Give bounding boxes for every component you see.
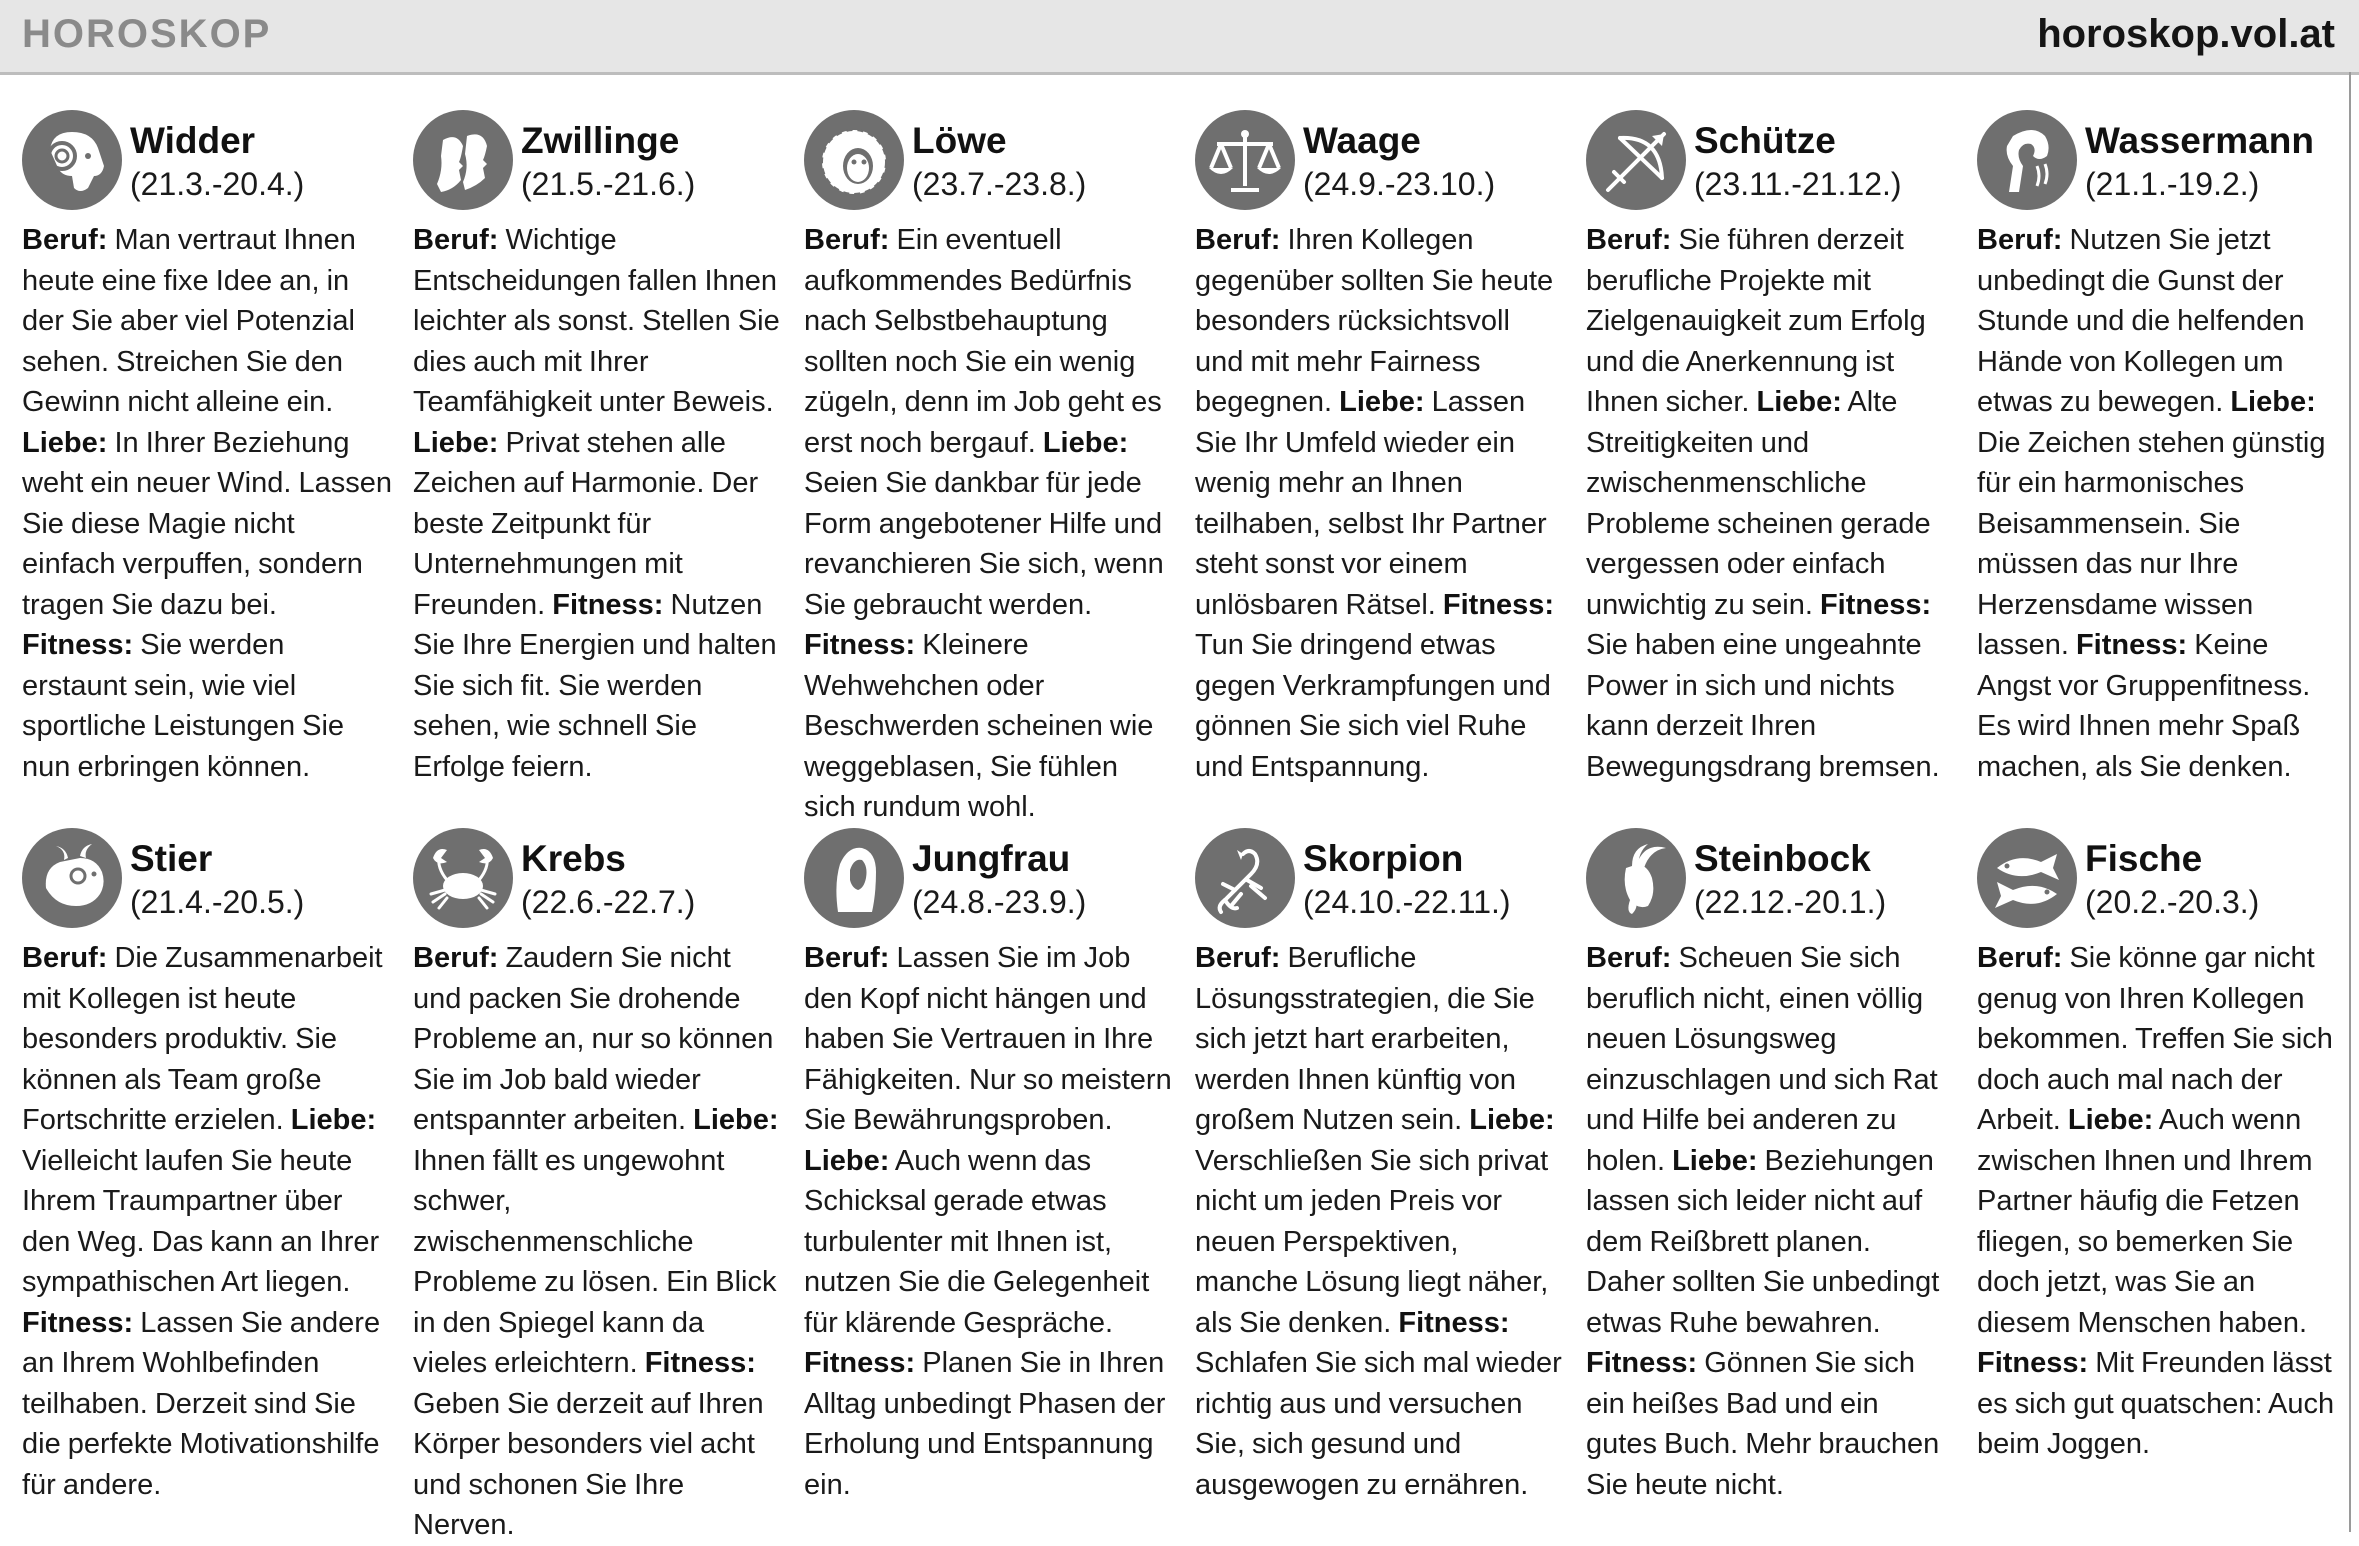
sign-name: Krebs [521, 838, 626, 879]
scales-icon [1195, 110, 1295, 210]
section-text: Scheuen Sie sich beruflich nicht, einen völlig neuen Lösungsweg einzuschlagen und sich Rat und Hilfe bei anderen zu holen. [1586, 942, 1938, 1177]
section-text: Kleinere Wehwehchen oder Beschwerden scheinen wie weggeblasen, Sie fühlen sich rundum wohl. [804, 629, 1154, 823]
section-label: Liebe: [804, 1144, 890, 1177]
sign-name: Fische [2085, 838, 2203, 879]
section-text: Keine Angst vor Gruppenfitness. Es wird Ihnen mehr Spaß machen, als Sie denken. [1977, 629, 2311, 783]
section-text: Sie führen derzeit berufliche Projekte mit Zielgenauigkeit zum Erfolg und die Anerkennung ist Ihnen sicher. [1586, 224, 1926, 418]
section-label: Liebe: [1469, 1104, 1555, 1136]
fish-icon [1977, 828, 2077, 928]
ibex-icon [1586, 828, 1686, 928]
section-text: Berufliche Lösungsstrategien, die Sie sich jetzt hart erarbeiten, werden Ihnen künftig von großem Nutzen sein. [1195, 942, 1535, 1136]
section-text: Tun Sie dringend etwas gegen Verkrampfungen und gönnen Sie sich viel Ruhe und Entspannung. [1195, 629, 1551, 783]
section-label: Liebe: [413, 426, 499, 459]
section-label: Fitness: [804, 1347, 916, 1379]
section-text: Ihren Kollegen gegenüber sollten Sie heute besonders rücksichtsvoll und mit mehr Fairness begegnen. [1195, 224, 1554, 418]
section-label: Beruf: [1195, 224, 1281, 256]
section-text: Seien Sie dankbar für jede Form angebotener Hilfe und revanchieren Sie sich, wenn Sie gebraucht werden. [804, 467, 1164, 621]
sign-widder [22, 100, 392, 787]
section-label: Beruf: [804, 224, 890, 256]
section-label: Beruf: [1586, 224, 1672, 256]
section-text: Wichtige Entscheidungen fallen Ihnen leichter als sonst. Stellen Sie dies auch mit Ihrer Teamfähigkeit unter Beweis. [413, 224, 780, 418]
sign-name: Zwillinge [521, 120, 680, 161]
archer-icon [1586, 110, 1686, 210]
section-text: Alte Streitigkeiten und zwischenmenschliche Probleme scheinen gerade vergessen oder einfach unwichtig zu sein. [1586, 386, 1931, 621]
scorpion-icon [1195, 828, 1295, 928]
section-text: Gönnen Sie sich ein heißes Bad und ein gutes Buch. Mehr brauchen Sie heute nicht. [1586, 1347, 1940, 1501]
section-text: Zaudern Sie nicht und packen Sie drohende Probleme an, nur so können Sie im Job bald wieder entspannter arbeiten. [413, 942, 774, 1136]
section-label: Fitness: [644, 1347, 756, 1379]
section-text: Verschließen Sie sich privat nicht um jeden Preis vor neuen Perspektiven, manche Lösung liegt näher, als Sie denken. [1195, 1144, 1549, 1339]
section-label: Liebe: [290, 1104, 377, 1136]
section-text: Planen Sie in Ihren Alltag unbedingt Phasen der Erholung und Entspannung ein. [804, 1347, 1166, 1501]
sign-dates: (24.10.-22.11.) [1303, 884, 1511, 920]
section-label: Liebe: [693, 1104, 779, 1136]
section-text: Auch wenn zwischen Ihnen und Ihrem Partner häufig die Fetzen fliegen, so bemerken Sie doch jetzt, was Sie an diesem Menschen haben. [1977, 1104, 2313, 1339]
section-text: Nutzen Sie jetzt unbedingt die Gunst der Stunde und die helfenden Hände von Kollegen um etwas zu bewegen. [1977, 224, 2305, 418]
section-label: Fitness: [1586, 1347, 1698, 1379]
section-text: Mit Freunden lässt es sich gut quatschen: Auch beim Joggen. [1977, 1347, 2335, 1460]
sign-text [804, 938, 1174, 1505]
section-text: Lassen Sie Ihr Umfeld wieder ein wenig mehr an Ihnen teilhaben, selbst Ihr Partner steht sonst vor einem unlösbaren Rätsel. [1195, 386, 1547, 621]
sign-dates: (21.4.-20.5.) [130, 884, 305, 920]
bull-icon [22, 828, 122, 928]
sign-name: Stier [130, 838, 213, 879]
section-label: Fitness: [1442, 588, 1555, 621]
section-label: Beruf: [1195, 942, 1281, 974]
section-label: Fitness: [2075, 629, 2188, 661]
section-label: Fitness: [804, 629, 916, 661]
sign-name: Widder [130, 120, 256, 161]
section-label: Beruf: [22, 942, 108, 974]
crab-icon [413, 828, 513, 928]
sign-dates: (22.6.-22.7.) [521, 884, 696, 920]
sign-dates: (21.3.-20.4.) [130, 166, 305, 202]
section-text: Lassen Sie andere an Ihrem Wohlbefinden teilhaben. Derzeit sind Sie die perfekte Motivationshilfe für andere. [22, 1306, 381, 1501]
lion-icon [804, 110, 904, 210]
section-text: Vielleicht laufen Sie heute Ihrem Traumpartner über den Weg. Das kann an Ihrer sympathischen Art liegen. [22, 1144, 380, 1298]
sign-name: Waage [1303, 120, 1421, 161]
sign-dates: (23.7.-23.8.) [912, 166, 1087, 202]
sign-name: Löwe [912, 120, 1007, 161]
section-label: Beruf: [804, 942, 890, 974]
section-text: Die Zeichen stehen günstig für ein harmonisches Beisammensein. Sie müssen das nur Ihre Herzensdame wissen lassen. [1977, 426, 2326, 661]
section-text: Man vertraut Ihnen heute eine fixe Idee an, in der Sie aber viel Potenzial sehen. Streichen Sie den Gewinn nicht alleine ein. [22, 224, 356, 418]
section-text: Schlafen Sie sich mal wieder richtig aus und versuchen Sie, sich gesund und ausgewogen zu ernähren. [1195, 1347, 1562, 1501]
section-label: Beruf: [413, 224, 499, 256]
section-label: Liebe: [1339, 386, 1425, 418]
sign-dates: (24.8.-23.9.) [912, 884, 1087, 920]
sign-text [1977, 938, 2347, 1465]
sign-text [22, 220, 392, 787]
sign-skorpion [1195, 818, 1565, 1505]
sign-zwillinge [413, 100, 783, 787]
section-text: Auch wenn das Schicksal gerade etwas turbulenter mit Ihnen ist, nutzen Sie die Gelegenheit für klärende Gespräche. [804, 1144, 1150, 1339]
section-label: Beruf: [413, 942, 499, 974]
section-label: Liebe: [1042, 426, 1129, 459]
section-text: Lassen Sie im Job den Kopf nicht hängen und haben Sie Vertrauen in Ihre Fähigkeiten. Nur so meistern Sie Bewährungsproben. [804, 942, 1172, 1136]
sign-name: Schütze [1694, 120, 1836, 161]
site-url[interactable]: horoskop.vol.at [2037, 12, 2335, 56]
water-bearer-icon [1977, 110, 2077, 210]
header-bar [0, 0, 2359, 75]
sign-text [413, 220, 783, 787]
section-text: Sie könne gar nicht genug von Ihren Kollegen bekommen. Treffen Sie sich doch auch mal nach der Arbeit. [1977, 942, 2333, 1136]
sign-name: Skorpion [1303, 838, 1464, 879]
twins-icon [413, 110, 513, 210]
sign-text [413, 938, 783, 1546]
sign-name: Jungfrau [912, 838, 1071, 879]
sign-dates: (20.2.-20.3.) [2085, 884, 2260, 920]
sign-dates: (24.9.-23.10.) [1303, 166, 1496, 202]
section-text: Beziehungen lassen sich leider nicht auf dem Reißbrett planen. Daher sollten Sie unbedingt etwas Ruhe bewahren. [1586, 1144, 1940, 1339]
sign-steinbock [1586, 818, 1956, 1505]
section-label: Liebe: [2230, 386, 2316, 418]
section-label: Beruf: [1977, 224, 2063, 256]
section-label: Fitness: [1977, 1347, 2089, 1379]
section-label: Fitness: [552, 588, 664, 621]
section-label: Beruf: [1977, 942, 2063, 974]
section-text: Geben Sie derzeit auf Ihren Körper besonders viel acht und schonen Sie Ihre Nerven. [413, 1387, 764, 1541]
section-label: Fitness: [1398, 1306, 1510, 1339]
sign-schuetze [1586, 100, 1956, 787]
section-label: Beruf: [1586, 942, 1672, 974]
sign-stier [22, 818, 392, 1505]
sign-text [1195, 220, 1565, 787]
section-label: Liebe: [2067, 1104, 2154, 1136]
sign-text [1977, 220, 2347, 787]
section-text: Sie werden erstaunt sein, wie viel sportliche Leistungen Sie nun erbringen können. [22, 629, 345, 783]
section-text: In Ihrer Beziehung weht ein neuer Wind. Lassen Sie diese Magie nicht einfach verpuffen, sondern tragen Sie dazu bei. [22, 426, 392, 621]
sign-name: Steinbock [1694, 838, 1871, 879]
section-text: Die Zusammenarbeit mit Kollegen ist heute besonders produktiv. Sie können als Team große Fortschritte erzielen. [22, 942, 383, 1136]
sign-wassermann [1977, 100, 2347, 787]
section-label: Beruf: [22, 224, 108, 256]
sign-dates: (23.11.-21.12.) [1694, 166, 1902, 202]
sign-name: Wassermann [2085, 120, 2314, 161]
section-label: Fitness: [22, 1306, 134, 1339]
section-label: Fitness: [1819, 588, 1932, 621]
sign-waage [1195, 100, 1565, 787]
section-text: Nutzen Sie Ihre Energien und halten Sie sich fit. Sie werden sehen, wie schnell Sie Erfolge feiern. [413, 588, 777, 783]
sign-text [22, 938, 392, 1505]
section-title: HOROSKOP [22, 12, 272, 56]
sign-fische [1977, 818, 2347, 1465]
sign-text [1195, 938, 1565, 1505]
ram-icon [22, 110, 122, 210]
section-label: Liebe: [1756, 386, 1842, 418]
sign-loewe [804, 100, 1174, 828]
sign-text [1586, 220, 1956, 787]
sign-text [1586, 938, 1956, 1505]
sign-krebs [413, 818, 783, 1546]
section-label: Liebe: [22, 426, 108, 459]
sign-dates: (21.5.-21.6.) [521, 166, 696, 202]
section-text: Ein eventuell aufkommendes Bedürfnis nach Selbstbehauptung sollten noch Sie ein wenig zügeln, denn im Job geht es erst noch bergauf. [804, 224, 1162, 459]
signs-grid [0, 100, 2359, 1541]
sign-dates: (22.12.-20.1.) [1694, 884, 1887, 920]
maiden-icon [804, 828, 904, 928]
section-label: Liebe: [1672, 1144, 1758, 1177]
sign-jungfrau [804, 818, 1174, 1505]
sign-text [804, 220, 1174, 828]
section-text: Sie haben eine ungeahnte Power in sich und nichts kann derzeit Ihren Bewegungsdrang bremsen. [1586, 629, 1940, 783]
section-text: Ihnen fällt es ungewohnt schwer, zwischenmenschliche Probleme zu lösen. Ein Blick in den Spiegel kann da vieles erleichtern. [413, 1144, 777, 1379]
section-label: Fitness: [22, 629, 134, 661]
sign-dates: (21.1.-19.2.) [2085, 166, 2260, 202]
section-text: Privat stehen alle Zeichen auf Harmonie. Der beste Zeitpunkt für Unternehmungen mit Freunden. [413, 426, 759, 621]
